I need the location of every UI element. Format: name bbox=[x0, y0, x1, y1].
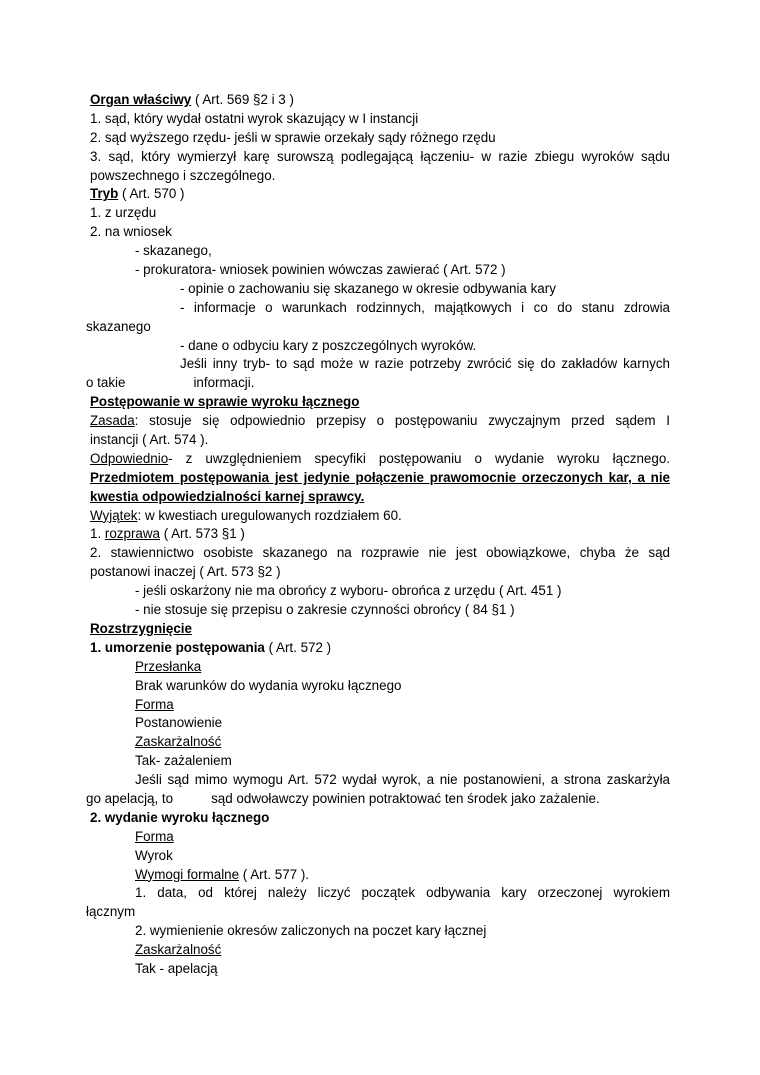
przedmiot-a: Przedmiotem postępowania jest jedynie połączenie prawomocnie orzeczonych kar, a nie bbox=[90, 469, 670, 485]
przedmiot-b: kwestia odpowiedzialności karnej sprawcy. bbox=[90, 488, 365, 504]
tryb-sub-1: - skazanego, bbox=[135, 243, 212, 259]
odpowiednio-text: - z uwzględnieniem specyfiki postępowaniu o wydanie wyroku łącznego. bbox=[168, 450, 670, 466]
wymogi-line bbox=[90, 866, 670, 885]
przeslanka-line bbox=[90, 658, 670, 677]
wymogi-item-1a: 1. data, od której należy liczyć początek odbywania kary orzeczonej wyrokiem bbox=[135, 885, 670, 901]
rozprawa-line bbox=[90, 525, 670, 544]
wyjatek-text: : w kwestiach uregulowanych rozdziałem 60. bbox=[137, 507, 402, 523]
tryb-item-1: 1. z urzędu bbox=[90, 205, 157, 221]
organ-item-3b: powszechnego i szczególnego. bbox=[90, 167, 276, 183]
tryb-sub-2a: - opinie o zachowaniu się skazanego w okresie odbywania kary bbox=[180, 280, 556, 296]
tryb-sub-2c: - dane o odbyciu kary z poszczególnych wyroków. bbox=[180, 337, 477, 353]
umorzenie-ref: ( Art. 572 ) bbox=[264, 639, 332, 655]
organ-item-1: 1. sąd, który wydał ostatni wyrok skazujący w I instancji bbox=[90, 110, 419, 126]
wymogi-item-2: 2. wymienienie okresów zaliczonych na poczet kary łącznej bbox=[135, 923, 487, 939]
umorzenie-label: 1. umorzenie postępowania bbox=[90, 639, 265, 655]
tryb-sub-2b-cont: skazanego bbox=[86, 318, 151, 334]
wyjatek-label: Wyjątek bbox=[90, 507, 138, 523]
zaskarzalnosc2-text: Tak - apelacją bbox=[135, 960, 218, 976]
tryb-item-2: 2. na wniosek bbox=[90, 224, 172, 240]
wymogi-item-1b: łącznym bbox=[86, 904, 136, 920]
zasada-text-a: : stosuje się odpowiednio przepisy o postępowaniu zwyczajnym przed sądem I bbox=[134, 413, 670, 429]
zaskarzalnosc-text: Tak- zażaleniem bbox=[135, 753, 232, 769]
umorzenie-line bbox=[90, 639, 670, 658]
wydanie-heading: 2. wydanie wyroku łącznego bbox=[90, 809, 270, 825]
tryb-sub-2b: - informacje o warunkach rodzinnych, majątkowych i co do stanu zdrowia bbox=[180, 299, 670, 315]
postepowanie-heading: Postępowanie w sprawie wyroku łącznego bbox=[90, 394, 360, 410]
forma-label: Forma bbox=[135, 696, 174, 712]
jesli-a: Jeśli sąd mimo wymogu Art. 572 wydał wyrok, a nie postanowieni, a strona zaskarżyła bbox=[135, 772, 670, 788]
wyjatek-line bbox=[90, 507, 670, 526]
organ-heading-line bbox=[90, 91, 670, 110]
forma-line bbox=[90, 696, 670, 715]
rozprawa-label: rozprawa bbox=[104, 526, 160, 542]
organ-heading: Organ właściwy bbox=[90, 92, 192, 107]
organ-ref: ( Art. 569 §2 i 3 ) bbox=[191, 92, 294, 107]
jesli-b bbox=[86, 790, 670, 809]
tryb-heading: Tryb bbox=[90, 186, 119, 202]
odpowiednio-line bbox=[90, 450, 670, 469]
wymogi-label: Wymogi formalne bbox=[135, 866, 240, 882]
stawiennictwo-sub-1: - jeśli oskarżony nie ma obrońcy z wyboru- obrońca z urzędu ( Art. 451 ) bbox=[135, 583, 562, 599]
zasada-line bbox=[90, 412, 670, 431]
przeslanka-text: Brak warunków do wydania wyroku łącznego bbox=[135, 677, 402, 693]
zaskarzalnosc-label: Zaskarżalność bbox=[135, 734, 222, 750]
jesli-b2: sąd odwoławczy powinien potraktować ten środek jako zażalenie. bbox=[211, 790, 600, 806]
jesli-b1: go apelacją, to bbox=[86, 790, 174, 806]
forma-text: Postanowienie bbox=[135, 715, 223, 731]
tryb-heading-line bbox=[90, 185, 670, 204]
forma2-text: Wyrok bbox=[135, 847, 173, 863]
rozprawa-prefix: 1. bbox=[90, 526, 105, 542]
rozstrzygniecie-heading: Rozstrzygnięcie bbox=[90, 620, 192, 636]
organ-item-3a: 3. sąd, który wymierzył karę surowszą podlegającą łączeniu- w razie zbiegu wyroków sądu bbox=[90, 148, 670, 164]
tryb-note-a: Jeśli inny tryb- to sąd może w razie potrzeby zwrócić się do zakładów karnych bbox=[180, 356, 670, 372]
tryb-ref: ( Art. 570 ) bbox=[118, 186, 185, 202]
forma2-line bbox=[90, 828, 670, 847]
zaskarzalnosc2-line bbox=[90, 941, 670, 960]
rozprawa-ref: ( Art. 573 §1 ) bbox=[159, 526, 245, 542]
zaskarzalnosc-line bbox=[90, 733, 670, 752]
przeslanka-label: Przesłanka bbox=[135, 658, 202, 674]
forma2-label: Forma bbox=[135, 828, 174, 844]
wymogi-ref: ( Art. 577 ). bbox=[239, 866, 310, 882]
zaskarzalnosc2-label: Zaskarżalność bbox=[135, 942, 222, 958]
tryb-note-b1: o takie bbox=[86, 375, 126, 391]
zasada-label: Zasada bbox=[90, 413, 135, 429]
organ-item-2: 2. sąd wyższego rzędu- jeśli w sprawie orzekały sądy różnego rzędu bbox=[90, 129, 496, 145]
tryb-note-b bbox=[86, 374, 670, 393]
stawiennictwo-b: postanowi inaczej ( Art. 573 §2 ) bbox=[90, 564, 281, 580]
zasada-text-b: instancji ( Art. 574 ). bbox=[90, 432, 209, 448]
odpowiednio-label: Odpowiednio bbox=[90, 450, 169, 466]
stawiennictwo-sub-2: - nie stosuje się przepisu o zakresie czynności obrońcy ( 84 §1 ) bbox=[135, 602, 515, 618]
tryb-note-b2: informacji. bbox=[193, 375, 255, 391]
document-page bbox=[86, 91, 670, 979]
tryb-sub-2: - prokuratora- wniosek powinien wówczas zawierać ( Art. 572 ) bbox=[135, 262, 506, 278]
stawiennictwo-a: 2. stawiennictwo osobiste skazanego na rozprawie nie jest obowiązkowe, chyba że sąd bbox=[90, 545, 670, 561]
